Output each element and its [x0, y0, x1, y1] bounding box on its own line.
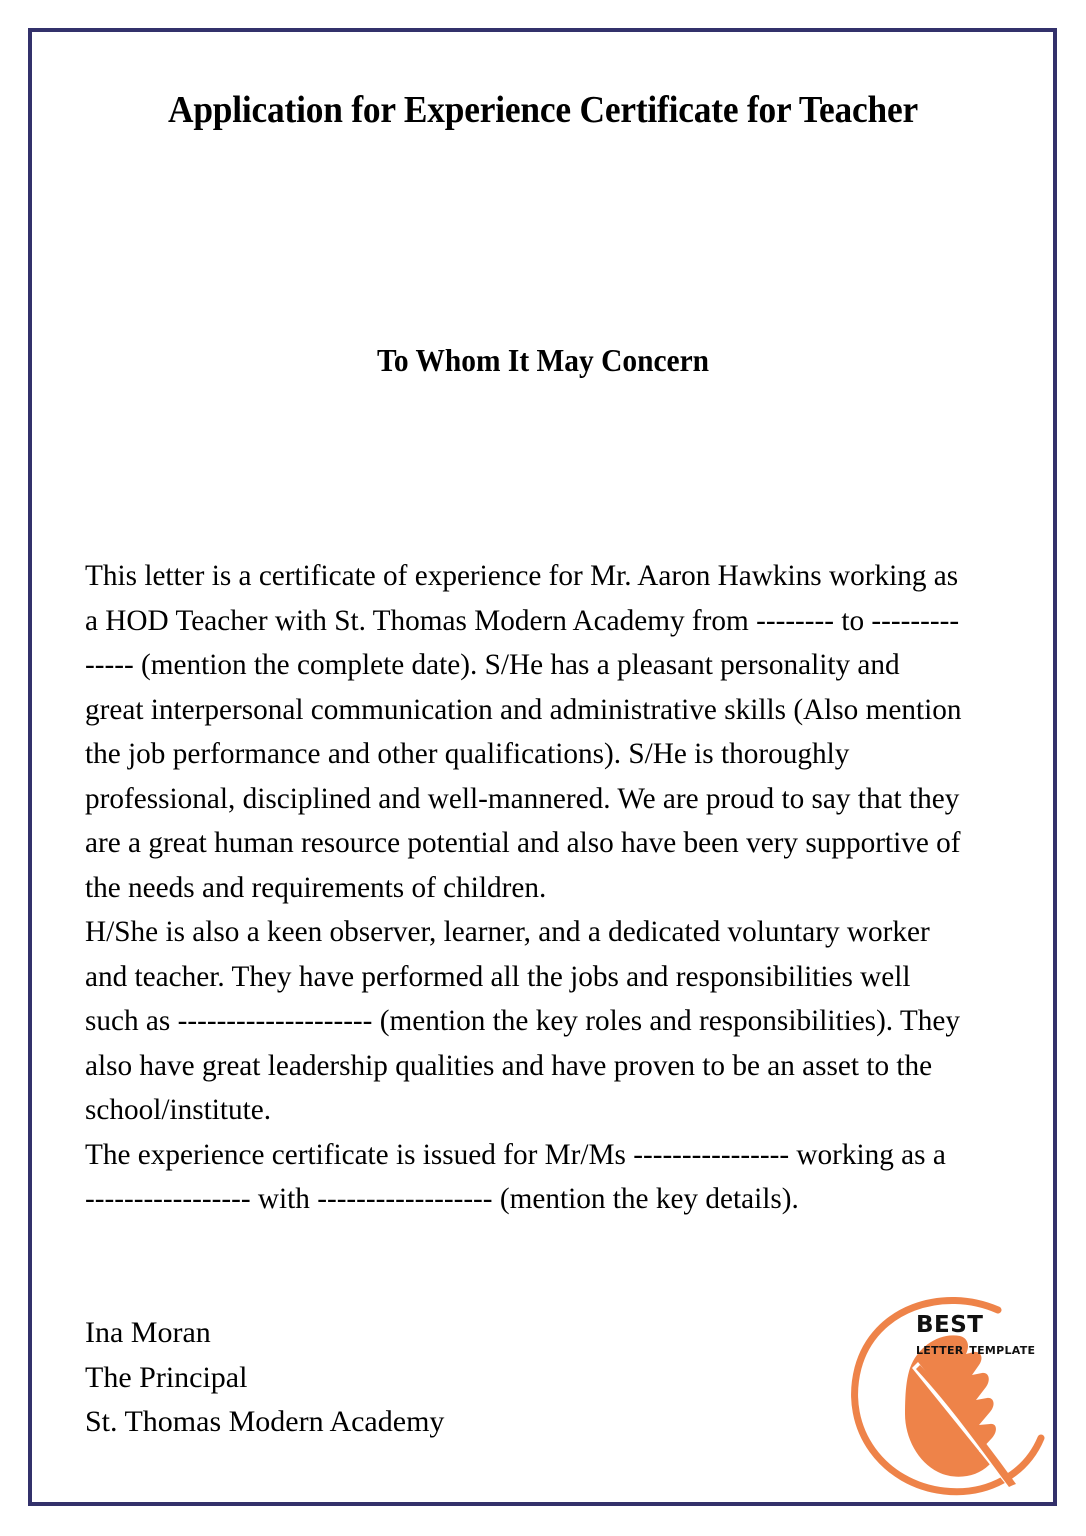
signatory-organization: St. Thomas Modern Academy — [85, 1405, 445, 1438]
signature-block — [85, 1311, 685, 1445]
logo-wordmark — [916, 1301, 1056, 1358]
body-paragraph: This letter is a certificate of experience for Mr. Aaron Hawkins working as a HOD Teacher with St. Thomas Modern Academy from -------- to -------------- (mention the complete date). S/He has a pleasant personality and great interpersonal communication and administrative skills (Also mention the job performance and other qualifications). S/He is thoroughly professional, disciplined and well-mannered. We are proud to say that they are a great human resource potential and also have been very supportive of the needs and requirements of children. — [85, 559, 962, 904]
salutation-heading: To Whom It May Concern — [376, 342, 710, 378]
signatory-name: Ina Moran — [85, 1316, 211, 1349]
page-title: Application for Experience Certificate for Teacher — [167, 89, 919, 131]
brand-logo — [848, 1288, 1053, 1503]
logo-secondary-text: letter template — [916, 1340, 1036, 1358]
letter-body — [85, 554, 985, 1222]
body-paragraph: The experience certificate is issued for Mr/Ms ---------------- working as a ----------------- with ------------------ (mention the key details). — [85, 1137, 946, 1215]
signatory-designation: The Principal — [85, 1360, 248, 1394]
feather-quill-icon — [905, 1335, 1016, 1487]
body-paragraph: H/She is also a keen observer, learner, and a dedicated voluntary worker and teacher. They have performed all the jobs and responsibilities well such as -------------------- (mention the key roles and responsibilities). They also have great leadership qualities and have proven to be an asset to the school/institute. — [85, 915, 961, 1126]
logo-primary-text: best — [916, 1301, 984, 1340]
